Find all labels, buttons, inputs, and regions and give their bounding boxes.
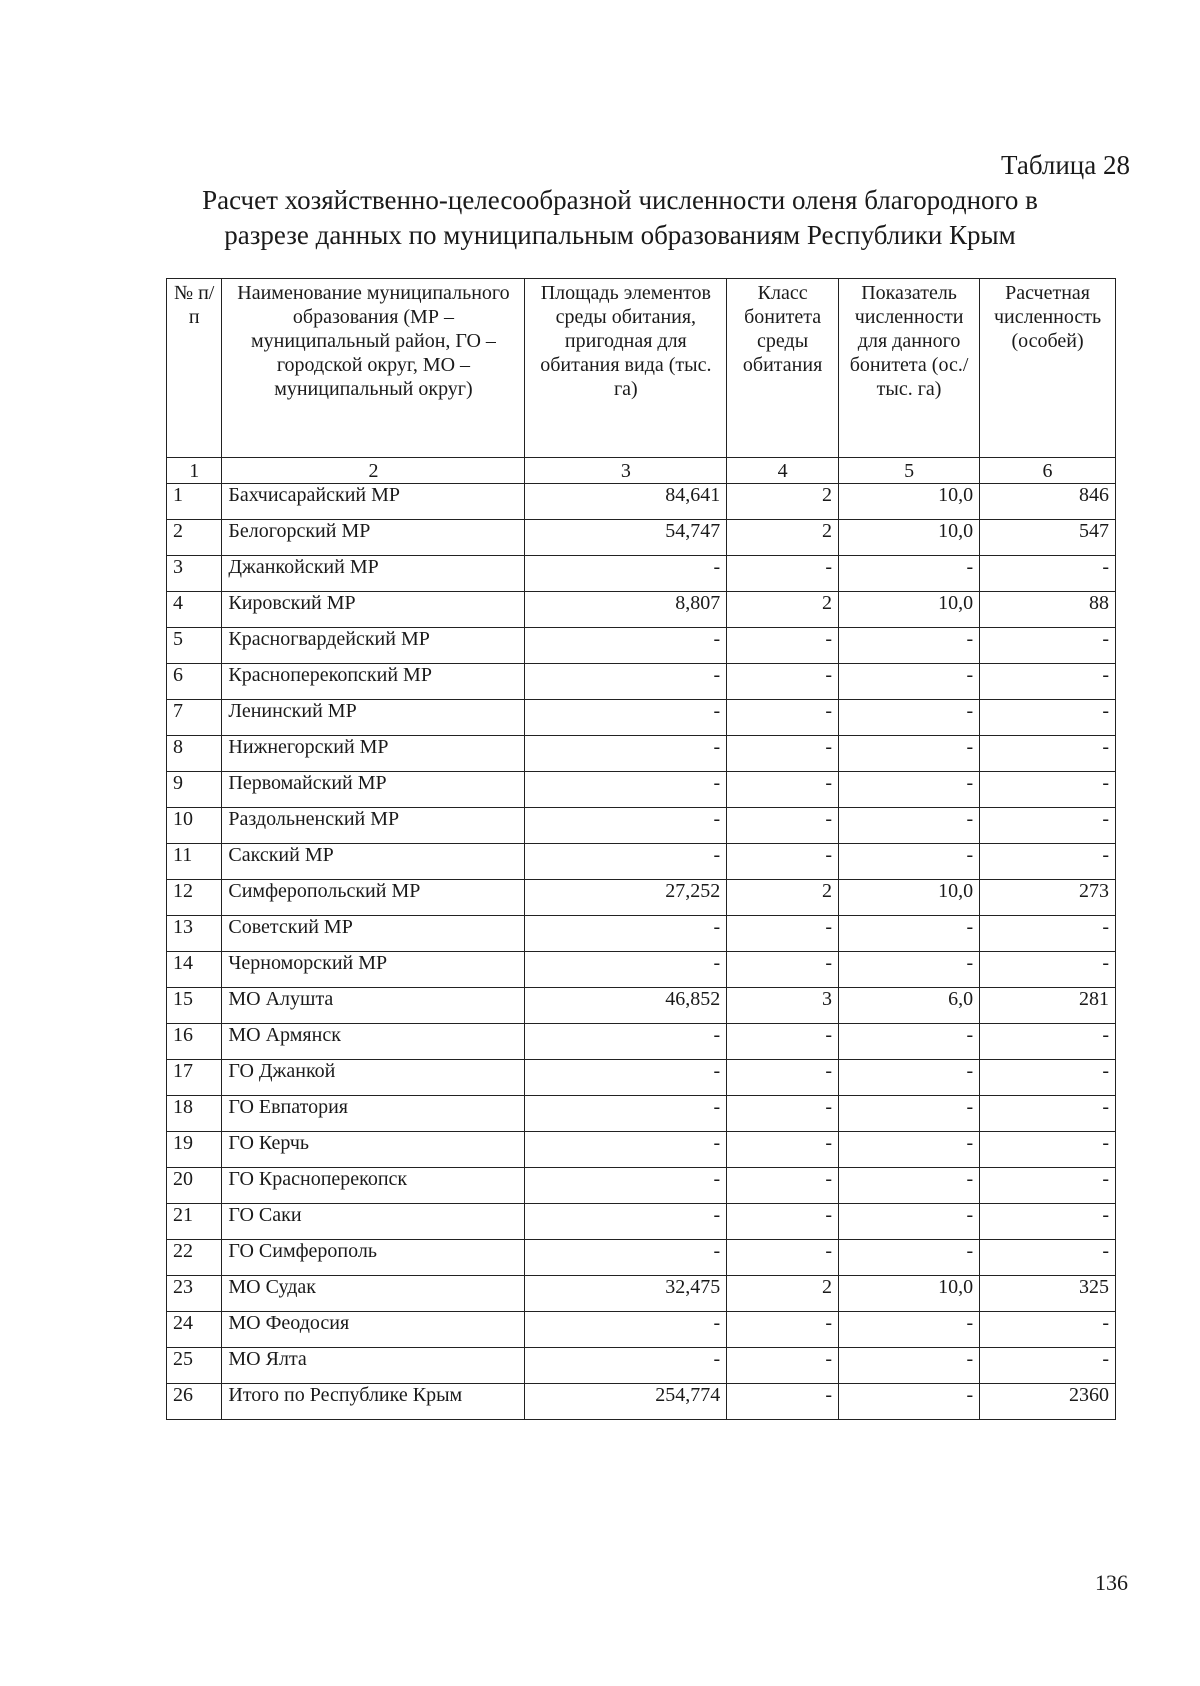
bonitet-class: - xyxy=(727,664,839,700)
density-index: - xyxy=(839,1384,980,1420)
habitat-area: - xyxy=(525,1312,727,1348)
header-population: Расчетная численность (особей) xyxy=(980,279,1116,458)
density-index: 10,0 xyxy=(839,484,980,520)
bonitet-class: 2 xyxy=(727,592,839,628)
column-number: 6 xyxy=(980,458,1116,484)
row-index: 12 xyxy=(167,880,222,916)
table-row xyxy=(167,592,1116,628)
table-row xyxy=(167,484,1116,520)
municipality-name: ГО Красноперекопск xyxy=(222,1168,525,1204)
municipality-name: МО Судак xyxy=(222,1276,525,1312)
municipality-name: МО Армянск xyxy=(222,1024,525,1060)
estimated-population: - xyxy=(980,700,1116,736)
title-line-1: Расчет хозяйственно-целесообразной численности оленя благородного в xyxy=(202,185,1038,215)
bonitet-class: - xyxy=(727,844,839,880)
municipality-name: Белогорский МР xyxy=(222,520,525,556)
habitat-area: - xyxy=(525,844,727,880)
row-index: 15 xyxy=(167,988,222,1024)
row-index: 16 xyxy=(167,1024,222,1060)
estimated-population: 281 xyxy=(980,988,1116,1024)
density-index: - xyxy=(839,772,980,808)
habitat-area: - xyxy=(525,1240,727,1276)
municipality-name: Сакский МР xyxy=(222,844,525,880)
row-index: 1 xyxy=(167,484,222,520)
habitat-area: 84,641 xyxy=(525,484,727,520)
table-row xyxy=(167,1060,1116,1096)
municipality-name: Раздольненский МР xyxy=(222,808,525,844)
habitat-area: 54,747 xyxy=(525,520,727,556)
habitat-area: - xyxy=(525,736,727,772)
density-index: - xyxy=(839,1204,980,1240)
density-index: - xyxy=(839,1096,980,1132)
estimated-population: 846 xyxy=(980,484,1116,520)
bonitet-class: - xyxy=(727,736,839,772)
estimated-population: 273 xyxy=(980,880,1116,916)
bonitet-class: - xyxy=(727,1060,839,1096)
row-index: 3 xyxy=(167,556,222,592)
density-index: - xyxy=(839,952,980,988)
density-index: - xyxy=(839,844,980,880)
row-index: 2 xyxy=(167,520,222,556)
municipality-name: ГО Симферополь xyxy=(222,1240,525,1276)
estimated-population: - xyxy=(980,916,1116,952)
header-index: № п/п xyxy=(167,279,222,458)
estimated-population: 2360 xyxy=(980,1384,1116,1420)
row-index: 24 xyxy=(167,1312,222,1348)
municipality-name: Нижнегорский МР xyxy=(222,736,525,772)
habitat-area: - xyxy=(525,1024,727,1060)
row-index: 18 xyxy=(167,1096,222,1132)
density-index: - xyxy=(839,1348,980,1384)
estimated-population: - xyxy=(980,1060,1116,1096)
habitat-area: 46,852 xyxy=(525,988,727,1024)
bonitet-class: - xyxy=(727,952,839,988)
page-number: 136 xyxy=(1095,1570,1128,1595)
table-title xyxy=(120,183,1120,253)
column-number: 3 xyxy=(525,458,727,484)
estimated-population: - xyxy=(980,1204,1116,1240)
bonitet-class: 3 xyxy=(727,988,839,1024)
row-index: 5 xyxy=(167,628,222,664)
estimated-population: - xyxy=(980,808,1116,844)
density-index: - xyxy=(839,1168,980,1204)
table-row xyxy=(167,700,1116,736)
estimated-population: - xyxy=(980,1240,1116,1276)
density-index: - xyxy=(839,1312,980,1348)
density-index: 10,0 xyxy=(839,592,980,628)
row-index: 11 xyxy=(167,844,222,880)
row-index: 9 xyxy=(167,772,222,808)
habitat-area: - xyxy=(525,1204,727,1240)
estimated-population: - xyxy=(980,1168,1116,1204)
municipality-name: Советский МР xyxy=(222,916,525,952)
bonitet-class: - xyxy=(727,1096,839,1132)
municipality-name: Симферопольский МР xyxy=(222,880,525,916)
density-index: - xyxy=(839,1132,980,1168)
density-index: - xyxy=(839,556,980,592)
row-index: 6 xyxy=(167,664,222,700)
row-index: 22 xyxy=(167,1240,222,1276)
row-index: 8 xyxy=(167,736,222,772)
estimated-population: - xyxy=(980,772,1116,808)
bonitet-class: 2 xyxy=(727,484,839,520)
bonitet-class: 2 xyxy=(727,880,839,916)
density-index: - xyxy=(839,700,980,736)
total-row xyxy=(167,1384,1116,1420)
municipality-name: Первомайский МР xyxy=(222,772,525,808)
municipality-name: Джанкойский МР xyxy=(222,556,525,592)
habitat-area: - xyxy=(525,772,727,808)
estimated-population: - xyxy=(980,1132,1116,1168)
habitat-area: - xyxy=(525,664,727,700)
table-row xyxy=(167,736,1116,772)
estimated-population: - xyxy=(980,1024,1116,1060)
estimated-population: - xyxy=(980,556,1116,592)
bonitet-class: - xyxy=(727,1132,839,1168)
habitat-area: 8,807 xyxy=(525,592,727,628)
bonitet-class: 2 xyxy=(727,1276,839,1312)
habitat-area: - xyxy=(525,1132,727,1168)
municipality-name: Черноморский МР xyxy=(222,952,525,988)
habitat-area: - xyxy=(525,808,727,844)
column-number: 4 xyxy=(727,458,839,484)
data-table xyxy=(166,278,1116,1420)
density-index: - xyxy=(839,1240,980,1276)
estimated-population: - xyxy=(980,664,1116,700)
table-row xyxy=(167,520,1116,556)
bonitet-class: - xyxy=(727,1312,839,1348)
density-index: 10,0 xyxy=(839,520,980,556)
row-index: 4 xyxy=(167,592,222,628)
habitat-area: - xyxy=(525,1060,727,1096)
municipality-name: ГО Джанкой xyxy=(222,1060,525,1096)
density-index: 10,0 xyxy=(839,1276,980,1312)
density-index: 10,0 xyxy=(839,880,980,916)
row-index: 10 xyxy=(167,808,222,844)
bonitet-class: - xyxy=(727,628,839,664)
density-index: - xyxy=(839,736,980,772)
municipality-name: ГО Евпатория xyxy=(222,1096,525,1132)
habitat-area: 254,774 xyxy=(525,1384,727,1420)
table-row xyxy=(167,880,1116,916)
row-index: 17 xyxy=(167,1060,222,1096)
table-row xyxy=(167,916,1116,952)
bonitet-class: - xyxy=(727,700,839,736)
municipality-name: Ленинский МР xyxy=(222,700,525,736)
municipality-name: ГО Керчь xyxy=(222,1132,525,1168)
table-row xyxy=(167,1312,1116,1348)
table-number-label: Таблица 28 xyxy=(1001,150,1130,180)
habitat-area: - xyxy=(525,1168,727,1204)
habitat-area: - xyxy=(525,700,727,736)
bonitet-class: 2 xyxy=(727,520,839,556)
table-row xyxy=(167,1204,1116,1240)
table-row xyxy=(167,1168,1116,1204)
municipality-name: ГО Саки xyxy=(222,1204,525,1240)
bonitet-class: - xyxy=(727,1168,839,1204)
habitat-area: 32,475 xyxy=(525,1276,727,1312)
estimated-population: 547 xyxy=(980,520,1116,556)
bonitet-class: - xyxy=(727,916,839,952)
habitat-area: - xyxy=(525,1096,727,1132)
row-index: 20 xyxy=(167,1168,222,1204)
table-row xyxy=(167,1276,1116,1312)
municipality-name: Бахчисарайский МР xyxy=(222,484,525,520)
estimated-population: - xyxy=(980,628,1116,664)
bonitet-class: - xyxy=(727,1024,839,1060)
row-index: 26 xyxy=(167,1384,222,1420)
habitat-area: - xyxy=(525,1348,727,1384)
bonitet-class: - xyxy=(727,1384,839,1420)
header-name: Наименование муниципального образования (МР – муниципальный район, ГО – городской округ, МО – муниципальный округ) xyxy=(222,279,525,458)
table-row xyxy=(167,844,1116,880)
header-density: Показатель численности для данного бонитета (ос./тыс. га) xyxy=(839,279,980,458)
estimated-population: - xyxy=(980,952,1116,988)
density-index: 6,0 xyxy=(839,988,980,1024)
row-index: 19 xyxy=(167,1132,222,1168)
estimated-population: - xyxy=(980,1312,1116,1348)
row-index: 7 xyxy=(167,700,222,736)
bonitet-class: - xyxy=(727,1240,839,1276)
row-index: 25 xyxy=(167,1348,222,1384)
density-index: - xyxy=(839,916,980,952)
habitat-area: - xyxy=(525,916,727,952)
table-row xyxy=(167,1132,1116,1168)
estimated-population: - xyxy=(980,736,1116,772)
habitat-area: - xyxy=(525,952,727,988)
bonitet-class: - xyxy=(727,556,839,592)
density-index: - xyxy=(839,628,980,664)
table-row xyxy=(167,1240,1116,1276)
table-row xyxy=(167,988,1116,1024)
table-row xyxy=(167,628,1116,664)
row-index: 21 xyxy=(167,1204,222,1240)
title-line-2: разрезе данных по муниципальным образованиям Республики Крым xyxy=(224,220,1016,250)
header-class: Класс бонитета среды обитания xyxy=(727,279,839,458)
estimated-population: 88 xyxy=(980,592,1116,628)
municipality-name: Кировский МР xyxy=(222,592,525,628)
municipality-name: Красноперекопский МР xyxy=(222,664,525,700)
estimated-population: - xyxy=(980,844,1116,880)
municipality-name: Итого по Республике Крым xyxy=(222,1384,525,1420)
municipality-name: МО Алушта xyxy=(222,988,525,1024)
table-body xyxy=(167,484,1116,1420)
row-index: 23 xyxy=(167,1276,222,1312)
density-index: - xyxy=(839,808,980,844)
table-row xyxy=(167,952,1116,988)
municipality-name: МО Феодосия xyxy=(222,1312,525,1348)
habitat-area: - xyxy=(525,556,727,592)
row-index: 13 xyxy=(167,916,222,952)
habitat-area: 27,252 xyxy=(525,880,727,916)
estimated-population: - xyxy=(980,1096,1116,1132)
table-row xyxy=(167,556,1116,592)
habitat-area: - xyxy=(525,628,727,664)
bonitet-class: - xyxy=(727,772,839,808)
estimated-population: 325 xyxy=(980,1276,1116,1312)
density-index: - xyxy=(839,1024,980,1060)
estimated-population: - xyxy=(980,1348,1116,1384)
table-row xyxy=(167,808,1116,844)
municipality-name: Красногвардейский МР xyxy=(222,628,525,664)
density-index: - xyxy=(839,664,980,700)
bonitet-class: - xyxy=(727,1204,839,1240)
column-number-row xyxy=(167,458,1116,484)
column-number: 1 xyxy=(167,458,222,484)
density-index: - xyxy=(839,1060,980,1096)
municipality-name: МО Ялта xyxy=(222,1348,525,1384)
header-area: Площадь элементов среды обитания, пригодная для обитания вида (тыс. га) xyxy=(525,279,727,458)
table-row xyxy=(167,772,1116,808)
bonitet-class: - xyxy=(727,1348,839,1384)
column-number: 5 xyxy=(839,458,980,484)
table-row xyxy=(167,1096,1116,1132)
table-row xyxy=(167,1024,1116,1060)
table-row xyxy=(167,664,1116,700)
column-number: 2 xyxy=(222,458,525,484)
row-index: 14 xyxy=(167,952,222,988)
bonitet-class: - xyxy=(727,808,839,844)
table-row xyxy=(167,1348,1116,1384)
header-row xyxy=(167,279,1116,458)
